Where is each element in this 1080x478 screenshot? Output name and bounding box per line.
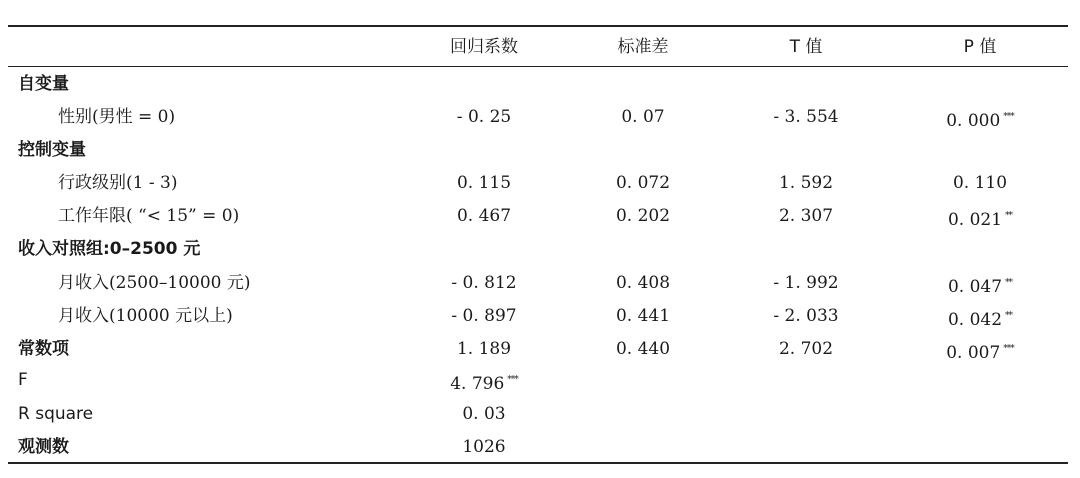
- table-row-section-control: [0, 134, 1080, 167]
- coef-value: - 0. 812: [451, 273, 517, 293]
- table-bottom-rule: [8, 462, 1068, 464]
- p-value: 0. 021: [947, 210, 1003, 230]
- se-value: 0. 408: [615, 273, 671, 293]
- significance-marker: **: [1005, 278, 1013, 288]
- p-value-cell: [890, 267, 1070, 304]
- t-value: 1. 592: [778, 173, 834, 193]
- coef-value: 0. 115: [456, 173, 512, 193]
- row-label: 收入对照组:0–2500 元: [18, 239, 201, 259]
- table-header: [0, 30, 1080, 64]
- table-row-observations: [0, 431, 1080, 464]
- table-row-constant: [0, 333, 1080, 366]
- row-label: 性别(男性 = 0): [58, 107, 176, 127]
- significance-marker: **: [1005, 211, 1013, 221]
- table-row-r-square: [0, 398, 1080, 431]
- t-value: - 2. 033: [773, 306, 839, 326]
- header-coefficient: 回归系数: [450, 37, 518, 57]
- table-row-income-mid: [0, 267, 1080, 300]
- se-value: 0. 07: [621, 107, 665, 127]
- t-value: 2. 702: [778, 339, 834, 359]
- se-value: 0. 072: [615, 173, 671, 193]
- p-value-cell: [890, 200, 1070, 237]
- se-value: 0. 441: [615, 306, 671, 326]
- coef-value: - 0. 25: [456, 107, 512, 127]
- coef-value: 4. 796: [450, 374, 505, 394]
- p-value: 0. 000: [946, 111, 1001, 131]
- p-value-cell: [890, 300, 1070, 337]
- row-label: R square: [18, 404, 94, 424]
- table-header-rule: [8, 66, 1068, 67]
- coef-value-cell: [394, 364, 574, 401]
- row-label: 月收入(10000 元以上): [58, 306, 233, 326]
- table-row-f-statistic: [0, 364, 1080, 397]
- coef-value: 1. 189: [456, 339, 512, 359]
- p-value-cell: [890, 101, 1070, 138]
- header-standard-error: 标准差: [617, 37, 669, 57]
- table-row-admin-level: [0, 167, 1080, 200]
- row-label: 月收入(2500–10000 元): [58, 273, 251, 293]
- t-value: - 3. 554: [773, 107, 839, 127]
- table-row-work-years: [0, 200, 1080, 233]
- se-value: 0. 440: [615, 339, 671, 359]
- significance-marker: ***: [1003, 112, 1014, 122]
- p-value: 0. 007: [946, 343, 1001, 363]
- coef-value: 1026: [462, 437, 506, 457]
- table-top-rule: [8, 25, 1068, 27]
- row-label: F: [18, 370, 28, 390]
- table-row-gender: [0, 101, 1080, 134]
- p-value: 0. 110: [952, 173, 1008, 193]
- coef-value: 0. 467: [456, 206, 512, 226]
- row-label: 控制变量: [18, 140, 86, 160]
- row-label: 行政级别(1 - 3): [58, 173, 178, 193]
- t-value: - 1. 992: [773, 273, 839, 293]
- row-label: 常数项: [18, 339, 69, 359]
- coef-value: - 0. 897: [451, 306, 517, 326]
- p-value: 0. 042: [947, 310, 1003, 330]
- row-label: 观测数: [18, 437, 69, 457]
- significance-marker: **: [1005, 311, 1013, 321]
- table-row-section-independent: [0, 68, 1080, 101]
- table-row-section-income-reference: [0, 233, 1080, 266]
- significance-marker: ***: [1003, 344, 1014, 354]
- p-value: 0. 047: [947, 277, 1003, 297]
- table-row-income-high: [0, 300, 1080, 333]
- coef-value: 0. 03: [462, 404, 506, 424]
- p-value-cell: [890, 167, 1070, 200]
- row-label: 自变量: [18, 74, 69, 94]
- t-value: 2. 307: [778, 206, 834, 226]
- se-value: 0. 202: [615, 206, 671, 226]
- header-t-value: T 值: [789, 37, 823, 57]
- significance-marker: ***: [507, 375, 518, 385]
- row-label: 工作年限( “< 15” = 0): [58, 206, 240, 226]
- header-p-value: P 值: [963, 37, 997, 57]
